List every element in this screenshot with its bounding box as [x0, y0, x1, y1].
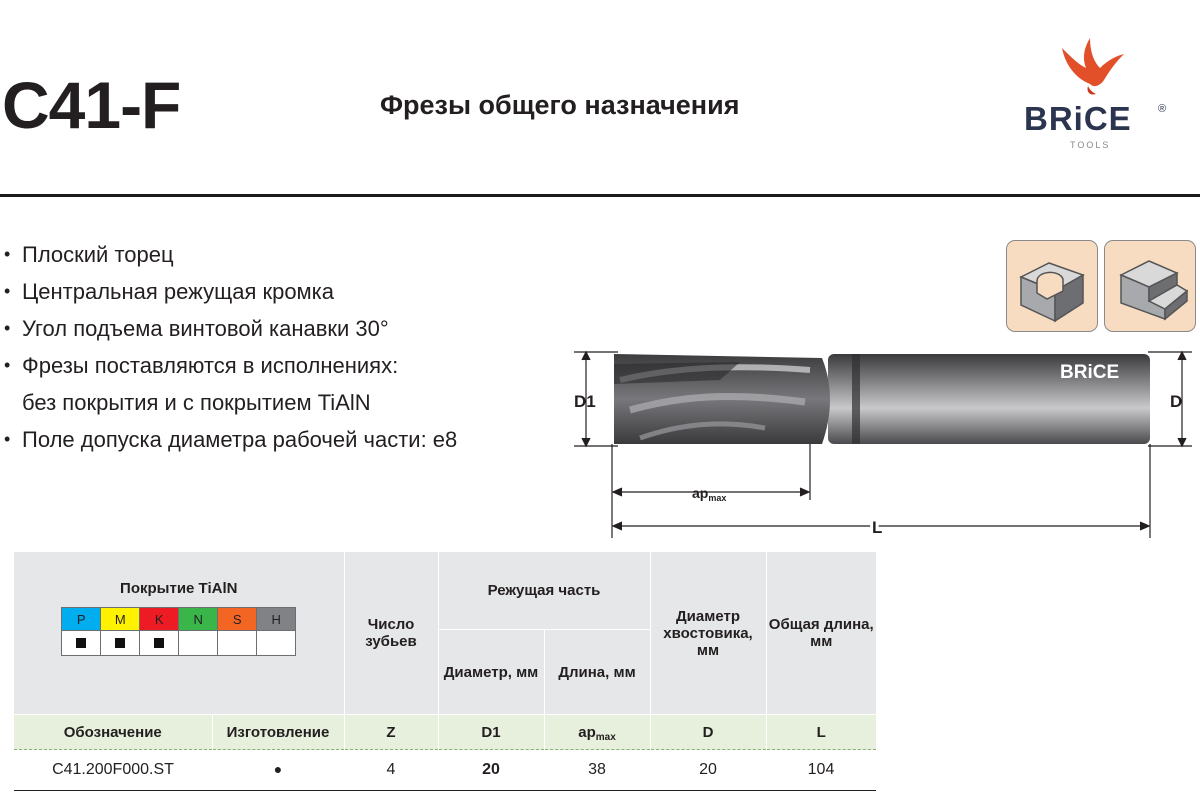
- page-title: Фрезы общего назначения: [380, 90, 740, 120]
- subheader-row: [14, 715, 876, 750]
- d-header: D: [650, 715, 766, 750]
- iso-m: M: [101, 608, 140, 631]
- d1-cell: 20: [438, 750, 544, 791]
- iso-n: N: [179, 608, 218, 631]
- end-mill-drawing: [560, 340, 1200, 550]
- iso-s: S: [218, 608, 257, 631]
- d-label: D: [1170, 392, 1183, 411]
- ap-dimension: [612, 444, 810, 538]
- designation-cell: C41.200F000.ST: [14, 750, 212, 791]
- shank-brand: BRiCE: [1060, 362, 1120, 383]
- l-label: L: [872, 518, 883, 537]
- iso-material-groups: [61, 607, 296, 656]
- ap-cell: 38: [544, 750, 650, 791]
- brice-logo: [1020, 36, 1170, 156]
- logo-tagline: TOOLS: [1070, 140, 1111, 150]
- shoulder-milling-icon: [1104, 240, 1196, 332]
- feature-item: • Поле допуска диаметра рабочей части: e8: [4, 421, 457, 458]
- eagle-icon: [1062, 38, 1124, 95]
- cutting-header: Режущая часть: [438, 552, 650, 630]
- total-length-header: Общая длина, мм: [766, 552, 876, 715]
- check-square-icon: [115, 638, 125, 648]
- spec-table: [14, 552, 876, 791]
- ap-header: [544, 715, 650, 750]
- check-square-icon: [76, 638, 86, 648]
- slot-milling-icon: [1006, 240, 1098, 332]
- coating-header-cell: [14, 552, 344, 715]
- cutting-diameter-header: Диаметр, мм: [438, 630, 544, 715]
- z-cell: 4: [344, 750, 438, 791]
- teeth-header: Число зубьев: [344, 552, 438, 715]
- iso-h-mark: [257, 631, 296, 656]
- manufacture-cell: [212, 750, 344, 791]
- iso-m-mark: [101, 631, 140, 656]
- d1-header: D1: [438, 715, 544, 750]
- iso-p-mark: [62, 631, 101, 656]
- ap-header-text: ap: [578, 723, 596, 741]
- z-header: Z: [344, 715, 438, 750]
- feature-list: [4, 236, 457, 458]
- feature-item: • Угол подъема винтовой канавки 30°: [4, 310, 457, 347]
- logo-wordmark: BRiCE: [1024, 100, 1132, 137]
- d-cell: 20: [650, 750, 766, 791]
- iso-k: K: [140, 608, 179, 631]
- iso-p: P: [62, 608, 101, 631]
- ap-label: $ap_{max}$: [692, 485, 727, 503]
- l-cell: 104: [766, 750, 876, 791]
- cutting-length-header: Длина, мм: [544, 630, 650, 715]
- manufacture-header: Изготовление: [212, 715, 344, 750]
- iso-s-mark: [218, 631, 257, 656]
- feature-item: • Центральная режущая кромка: [4, 273, 457, 310]
- product-code: C41-F: [2, 68, 181, 142]
- table-row: [14, 750, 876, 791]
- feature-text-continued: без покрытия и с покрытием TiAlN: [22, 390, 371, 415]
- l-header: L: [766, 715, 876, 750]
- check-square-icon: [154, 638, 164, 648]
- logo-registered: ®: [1158, 103, 1167, 115]
- iso-n-mark: [179, 631, 218, 656]
- shank-diameter-header: Диаметр хвостовика, мм: [650, 552, 766, 715]
- coating-header: Покрытие TiAlN: [120, 580, 238, 597]
- iso-h: H: [257, 608, 296, 631]
- feature-item: • Плоский торец: [4, 236, 457, 273]
- in-stock-dot-icon: ●: [273, 761, 283, 777]
- designation-header: Обозначение: [14, 715, 212, 750]
- iso-k-mark: [140, 631, 179, 656]
- d1-label: D1: [574, 392, 596, 411]
- feature-text: Фрезы поставляются в исполнениях:: [22, 353, 399, 378]
- ap-header-sub: max: [595, 731, 616, 743]
- header-divider: [0, 194, 1200, 197]
- feature-item: [4, 347, 457, 421]
